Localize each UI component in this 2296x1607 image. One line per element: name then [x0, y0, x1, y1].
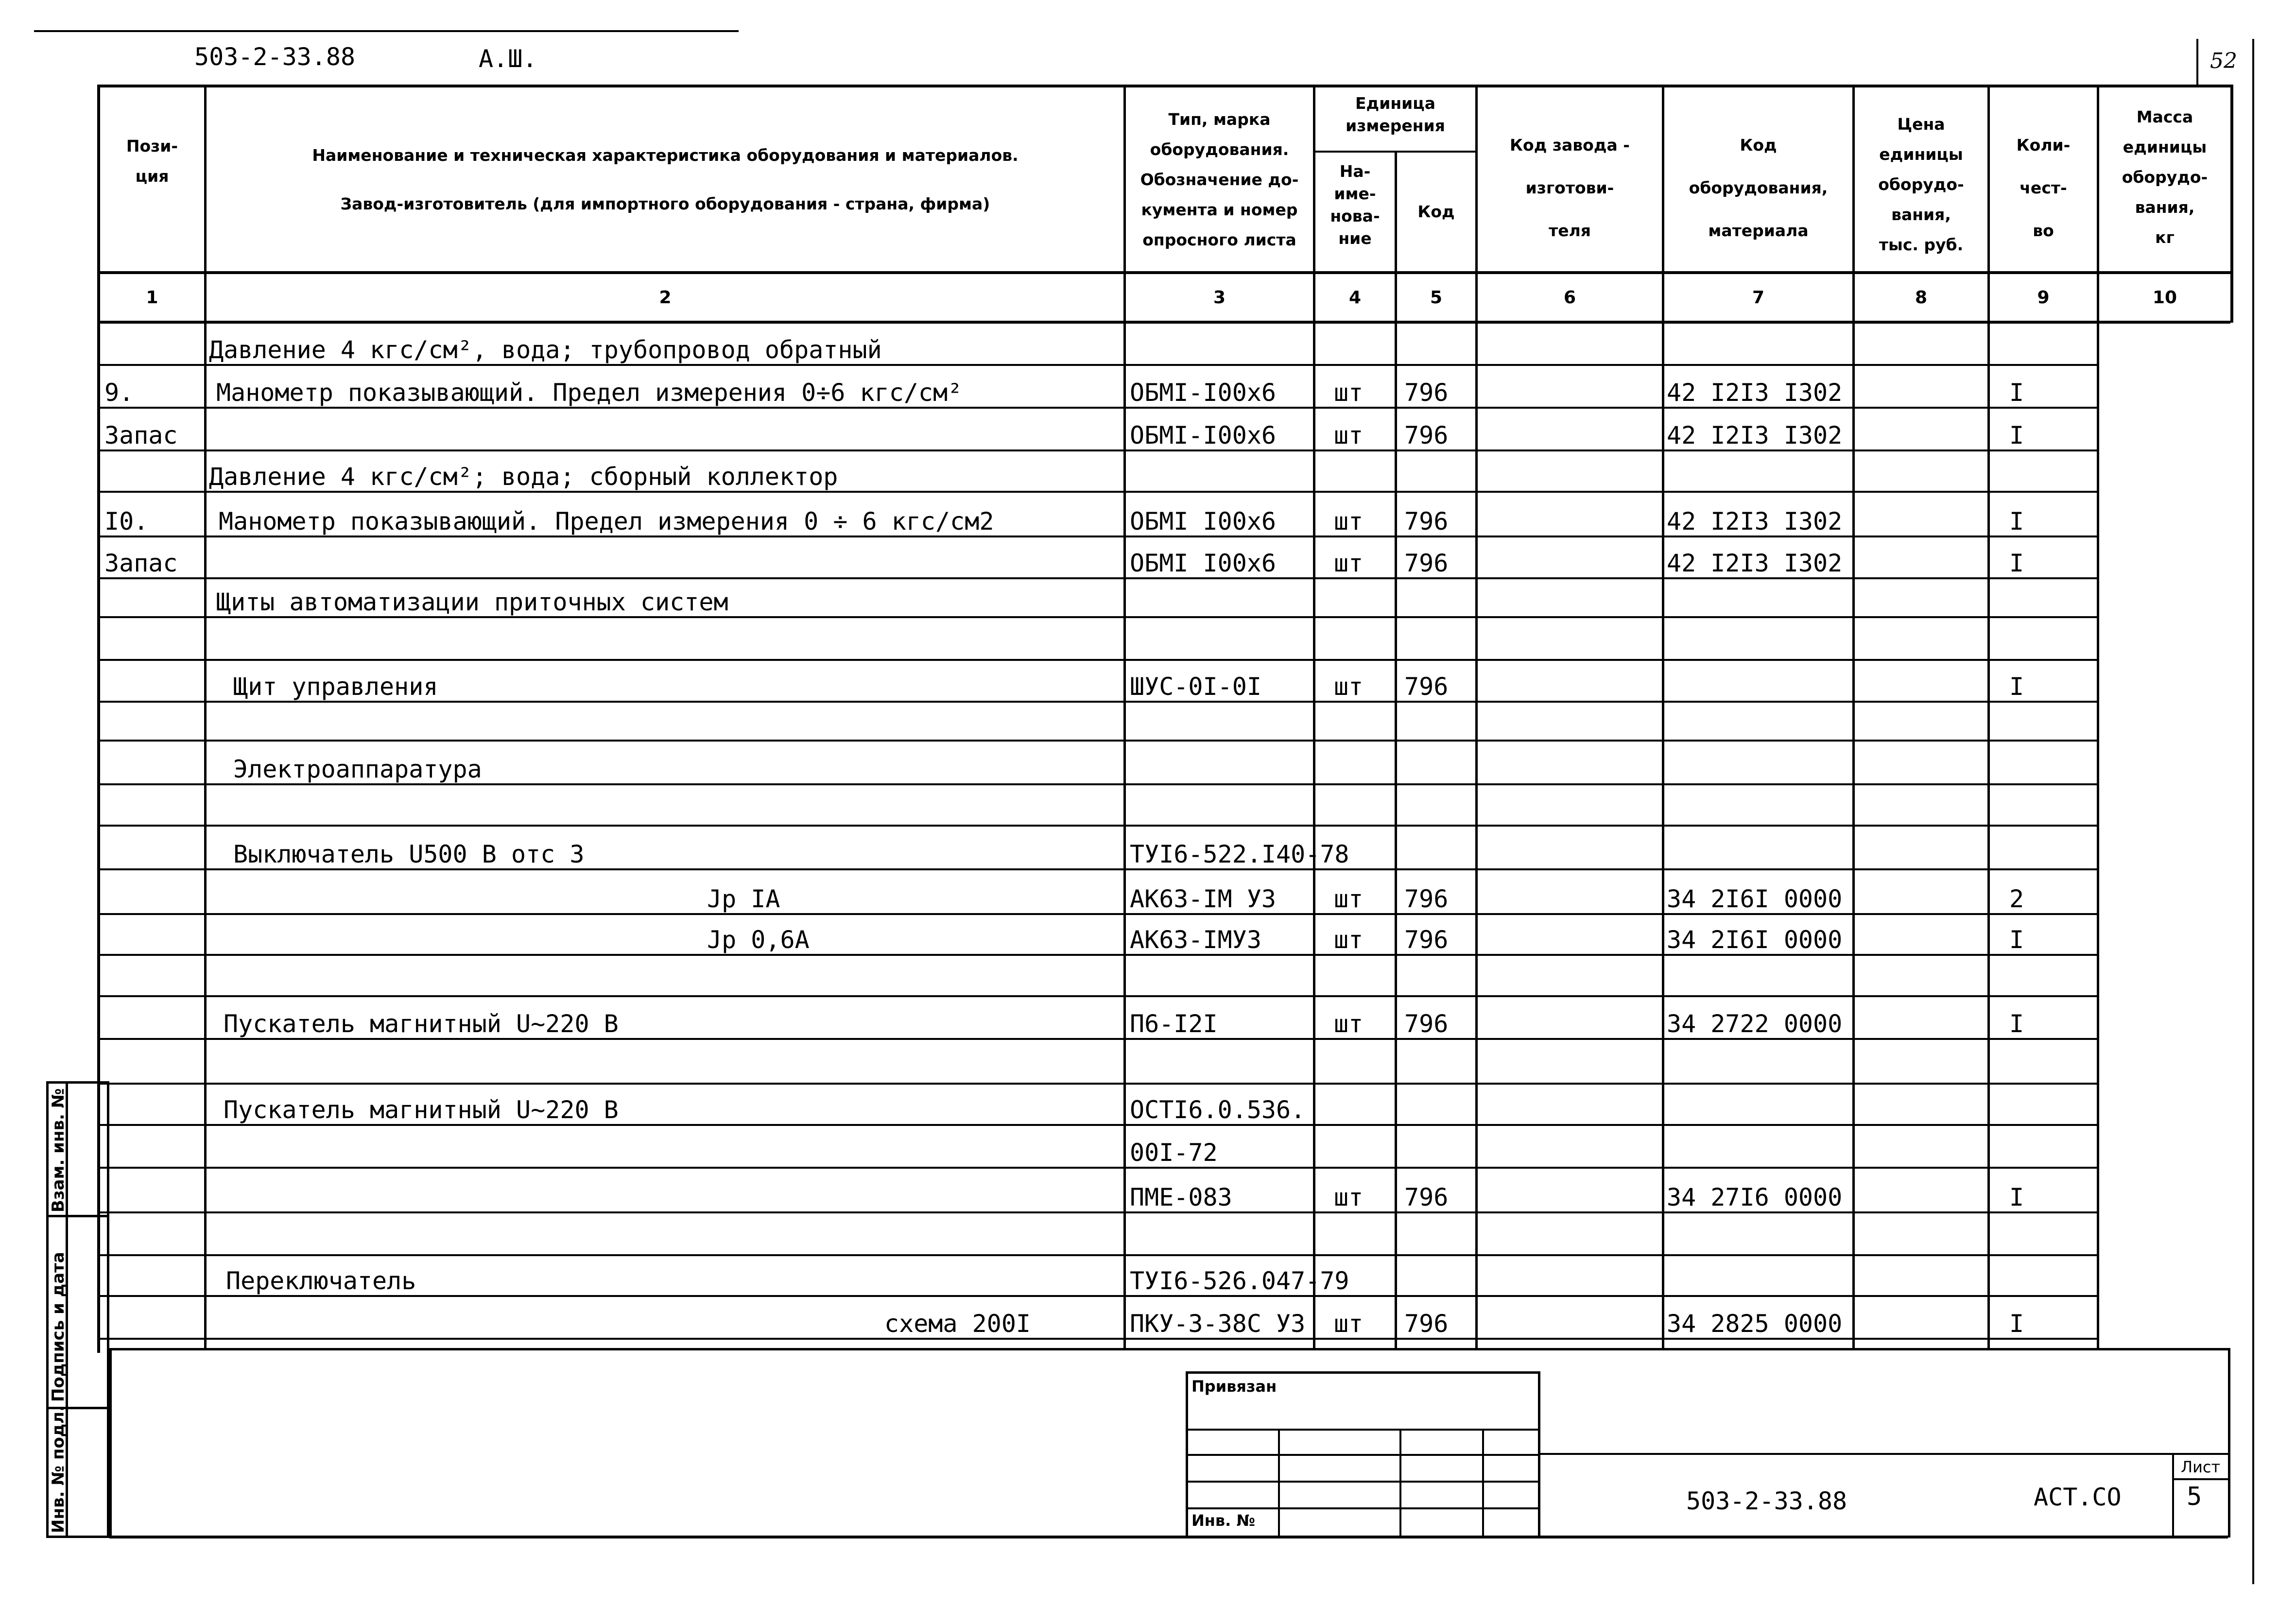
row-name: схема 200I — [884, 1310, 1031, 1338]
stamp-signature-date: Подпись и дата — [49, 1252, 68, 1402]
row-type: ТУI6-522.I40-78 — [1130, 840, 1349, 868]
row-material-code: 34 2722 0000 — [1667, 1010, 1843, 1038]
row-unit: шт — [1334, 379, 1364, 407]
row-name: Манометр показывающий. Предел измерения 0 ÷ 6 кгс/см2 — [219, 507, 994, 536]
row-unit: шт — [1334, 507, 1364, 536]
document-code: 503-2-33.88 — [194, 43, 356, 71]
row-quantity: I — [2009, 1183, 2024, 1211]
col-number-1: 1 — [146, 288, 158, 308]
table-right-line — [2230, 85, 2233, 323]
table-row — [0, 1168, 2296, 1213]
drawing-sheet: 503-2-33.88 А.Ш. 52 Пози- ция Наименование и техническая характеристика оборудования и материалов. Завод-изготовитель (для импортного оборудования - страна, фирма) Тип, марка оборудования. Обозначение до- кумента и номер опросного листа Единица измерения На- име- нова- ние Код Код завода - изготови- теля Код оборудования, материала Цена единицы оборудо- вания, тыс. руб. Коли- чест- во Масса единицы оборудо- вания, кг 1 2 3 4 5 6 7 8 9 10 Давление 4 кгс/см², вода; трубопровод обратный 9. Манометр показывающий. Предел измерения 0÷6 кгс/см² ОБМI-I00x6 шт 796 42 I2I3 I302 I Запас ОБМI-I00x6 шт 796 42 I2I3 I302 I Давление 4 кгс/см²; вода; сборный коллектор I0. Манометр показывающий. Предел измерения 0 ÷ 6 кгс/см2 ОБМI I00x6 шт 796 42 I2I3 I302 I Запас ОБМI I00x6 шт 796 42 I2I3 I302 I Щиты автоматизации приточных систем Щит управления ШУС-0I-0I шт 796 I Электроаппаратура Выключатель U500 В отс 3 ТУI6-522.I40-78 Jр IА АК63-IМ УЗ шт 796 34 2I6I 0000 2 Jр 0,6А АК63-IМУЗ шт 796 34 2I6I 0000 I Пускатель магнитный U~220 В П6-I2I шт 796 34 2722 0000 I Пускатель магнитный U~220 В ОСТI6.0.536. 00I-72 ПМЕ-083 шт 796 34 27I6 0000 I Переключатель ТУI6-526.047-79 схема 200I ПКУ-3-38С УЗ шт 796 34 2825 0000 I Взам. инв. № Подпись и дата Инв. № подл. Привязан Инв. № 503-2-33.88 АСТ.СО Лист 5 — [0, 0, 2296, 1607]
table-top-line — [97, 85, 2230, 87]
table-row — [0, 1213, 2296, 1256]
table-row — [0, 741, 2296, 785]
row-quantity: 2 — [2009, 885, 2024, 913]
col-number-8: 8 — [1915, 288, 1928, 308]
row-name: Выключатель U500 В отс 3 — [233, 840, 585, 868]
table-row — [0, 1084, 2296, 1125]
row-position: Запас — [104, 421, 178, 449]
row-material-code: 42 I2I3 I302 — [1667, 379, 1843, 407]
table-row — [0, 1039, 2296, 1084]
row-unit-code: 796 — [1404, 1310, 1449, 1338]
row-type: ОБМI-I00x6 — [1130, 379, 1277, 407]
table-row — [0, 785, 2296, 826]
title-block — [1186, 1371, 1540, 1537]
table-row — [0, 702, 2296, 741]
col-number-5: 5 — [1430, 288, 1443, 308]
stamp-inv-original: Инв. № подл. — [49, 1405, 68, 1533]
table-row — [0, 997, 2296, 1039]
row-name: Манометр показывающий. Предел измерения 0÷6 кгс/см² — [216, 379, 963, 407]
row-unit: шт — [1334, 673, 1364, 701]
row-type: АК63-IМУЗ — [1130, 926, 1261, 954]
header-type: Тип, марка — [1168, 110, 1271, 129]
col-number-4: 4 — [1348, 288, 1362, 308]
col-number-10: 10 — [2152, 288, 2177, 308]
row-unit: шт — [1334, 926, 1364, 954]
row-type: ОБМI I00x6 — [1130, 507, 1277, 536]
row-unit: шт — [1334, 1310, 1364, 1338]
table-row — [0, 870, 2296, 915]
table-row — [0, 451, 2296, 492]
row-material-code: 34 2I6I 0000 — [1667, 926, 1843, 954]
row-unit-code: 796 — [1404, 673, 1449, 701]
row-unit-code: 796 — [1404, 507, 1449, 536]
stamp-replace-inv: Взам. инв. № — [49, 1088, 68, 1212]
row-quantity: I — [2009, 1010, 2024, 1038]
col-number-2: 2 — [659, 288, 672, 308]
header-factory-code: Код завода - — [1510, 136, 1630, 155]
row-name: Щит управления — [233, 673, 438, 701]
header-unit-group: Единица — [1355, 94, 1435, 113]
header-name: Наименование и техническая характеристика оборудования и материалов. — [312, 146, 1019, 165]
row-position: Запас — [104, 549, 178, 577]
row-unit: шт — [1334, 1010, 1364, 1038]
table-row — [0, 492, 2296, 537]
row-quantity: I — [2009, 421, 2024, 449]
row-unit: шт — [1334, 885, 1364, 913]
sheet-number: 5 — [2187, 1482, 2202, 1511]
table-row — [0, 1125, 2296, 1168]
row-quantity: I — [2009, 549, 2024, 577]
row-name: Давление 4 кгс/см²; вода; сборный коллектор — [209, 463, 838, 491]
table-row — [0, 915, 2296, 955]
title-sheet-code: АСТ.СО — [2034, 1483, 2122, 1511]
table-row — [0, 408, 2296, 451]
row-type: П6-I2I — [1130, 1010, 1218, 1038]
table-row — [0, 1296, 2296, 1339]
header-unit-code: Код — [1417, 202, 1455, 221]
header-material-code: Код — [1740, 136, 1777, 155]
row-material-code: 34 2I6I 0000 — [1667, 885, 1843, 913]
row-type: АК63-IМ УЗ — [1130, 885, 1277, 913]
col-number-6: 6 — [1563, 288, 1576, 308]
table-row — [0, 618, 2296, 660]
col-number-9: 9 — [2037, 288, 2050, 308]
row-name: Щиты автоматизации приточных систем — [216, 588, 728, 616]
top-rule — [34, 30, 739, 32]
row-material-code: 42 I2I3 I302 — [1667, 549, 1843, 577]
table-row — [0, 365, 2296, 408]
row-material-code: 34 27I6 0000 — [1667, 1183, 1843, 1211]
row-type: ПКУ-3-38С УЗ — [1130, 1310, 1306, 1338]
row-unit-code: 796 — [1404, 421, 1449, 449]
row-name: Jр 0,6А — [707, 926, 810, 954]
row-name: Электроаппаратура — [233, 755, 482, 783]
page-corner-number: 52 — [2210, 49, 2237, 73]
row-name: Переключатель — [226, 1267, 416, 1295]
header-mass: Масса — [2136, 107, 2193, 126]
document-section: А.Ш. — [479, 45, 537, 73]
row-material-code: 42 I2I3 I302 — [1667, 421, 1843, 449]
header-unit-name: На- — [1339, 162, 1371, 181]
row-unit-code: 796 — [1404, 1010, 1449, 1038]
row-type: ОСТI6.0.536. — [1130, 1096, 1306, 1124]
table-row — [0, 660, 2296, 702]
table-row — [0, 579, 2296, 618]
frame-bottom-line — [109, 1536, 2228, 1538]
row-name: Давление 4 кгс/см², вода; трубопровод обратный — [209, 336, 882, 364]
bound-label: Привязан — [1191, 1377, 1277, 1396]
row-type: ТУI6-526.047-79 — [1130, 1267, 1349, 1295]
row-quantity: I — [2009, 1310, 2024, 1338]
row-unit-code: 796 — [1404, 549, 1449, 577]
header-position: Пози- — [126, 137, 178, 156]
table-row — [0, 323, 2296, 365]
row-rule — [97, 1338, 2099, 1340]
table-row — [0, 1256, 2296, 1296]
row-type: ОБМI-I00x6 — [1130, 421, 1277, 449]
col-number-7: 7 — [1752, 288, 1765, 308]
row-position: 9. — [104, 379, 134, 407]
row-material-code: 34 2825 0000 — [1667, 1310, 1843, 1338]
col-number-3: 3 — [1213, 288, 1226, 308]
row-type: ШУС-0I-0I — [1130, 673, 1261, 701]
table-row — [0, 955, 2296, 997]
header-bottom-line — [97, 271, 2230, 274]
row-type: ПМЕ-083 — [1130, 1183, 1232, 1211]
row-unit: шт — [1334, 1183, 1364, 1211]
header-price: Цена — [1897, 115, 1945, 134]
sheet-label: Лист — [2181, 1458, 2221, 1476]
row-type: 00I-72 — [1130, 1139, 1218, 1167]
row-quantity: I — [2009, 926, 2024, 954]
row-type: ОБМI I00x6 — [1130, 549, 1277, 577]
row-quantity: I — [2009, 379, 2024, 407]
row-name: Пускатель магнитный U~220 В — [224, 1096, 619, 1124]
row-name: Пускатель магнитный U~220 В — [224, 1010, 619, 1038]
inv-number-label: Инв. № — [1191, 1511, 1255, 1530]
row-unit-code: 796 — [1404, 379, 1449, 407]
row-quantity: I — [2009, 507, 2024, 536]
row-unit: шт — [1334, 549, 1364, 577]
table-row — [0, 826, 2296, 870]
row-unit-code: 796 — [1404, 926, 1449, 954]
title-doc-code: 503-2-33.88 — [1686, 1487, 1847, 1515]
row-material-code: 42 I2I3 I302 — [1667, 507, 1843, 536]
row-position: I0. — [104, 507, 149, 536]
row-unit-code: 796 — [1404, 885, 1449, 913]
header-quantity: Коли- — [2016, 136, 2071, 155]
row-unit: шт — [1334, 421, 1364, 449]
row-name: Jр IА — [707, 885, 780, 913]
corner-rule — [2196, 39, 2198, 87]
row-quantity: I — [2009, 673, 2024, 701]
table-row — [0, 537, 2296, 579]
row-unit-code: 796 — [1404, 1183, 1449, 1211]
